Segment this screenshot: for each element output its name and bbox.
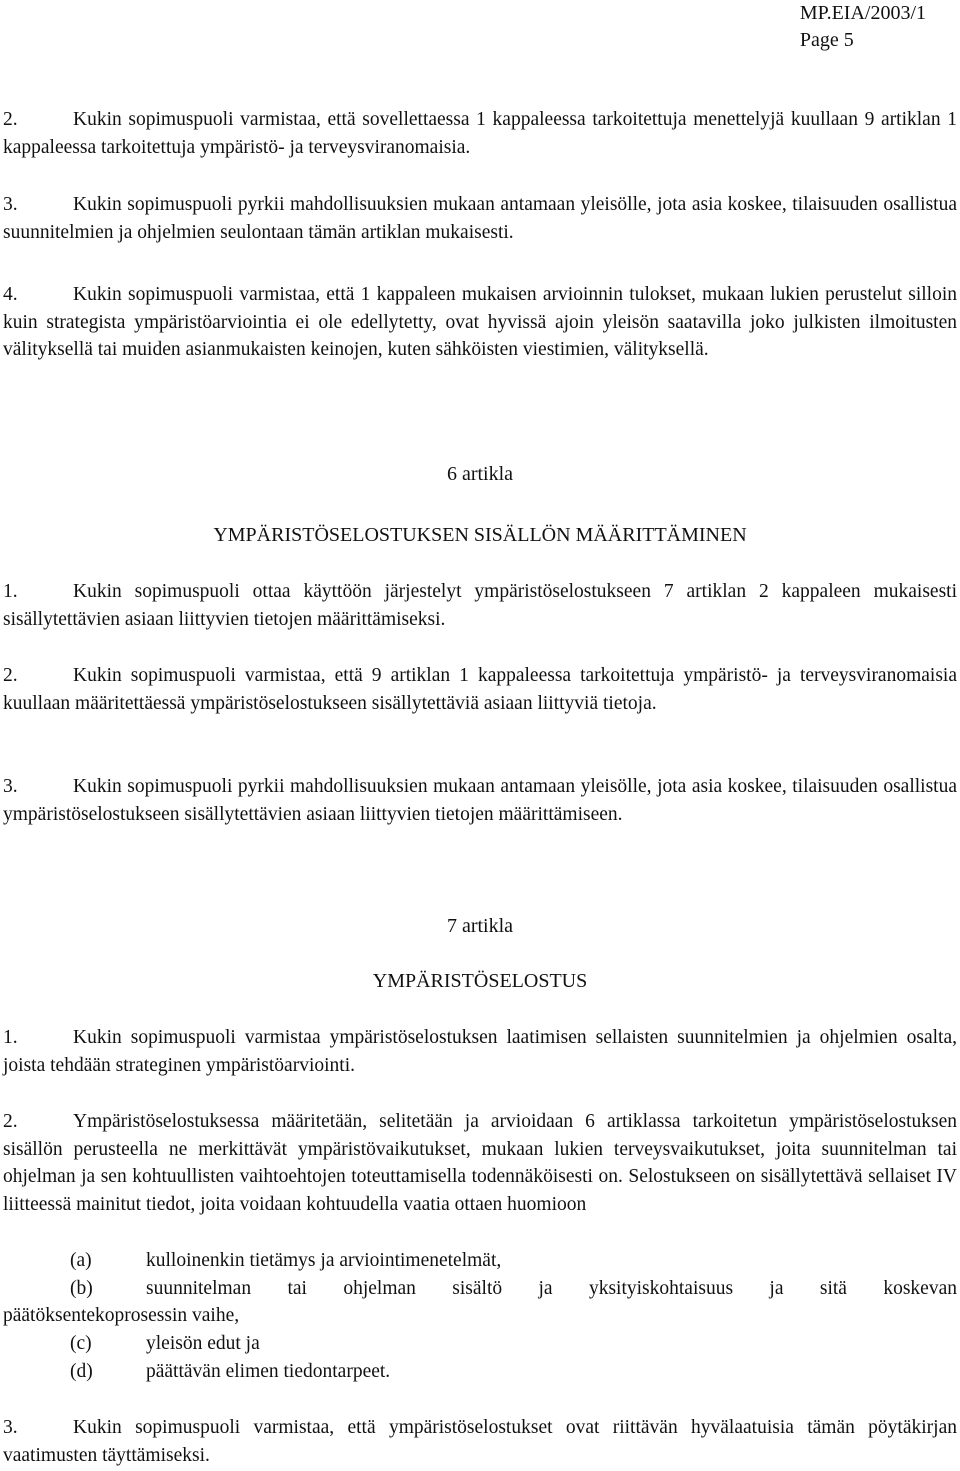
- paragraph-text: Kukin sopimuspuoli varmistaa ympäristöselostuksen laatimisen sellaisten suunnitelmien ja ohjelmien osalta, joista tehdään strateginen ympäristöarviointi.: [3, 1027, 957, 1076]
- document-id: MP.EIA/2003/1: [799, 2, 926, 24]
- paragraph-number: 3.: [3, 776, 18, 797]
- item-label: (c): [70, 1333, 92, 1354]
- article-6-title: YMPÄRISTÖSELOSTUKSEN SISÄLLÖN MÄÄRITTÄMINEN: [213, 524, 747, 546]
- art7-paragraph-3: [3, 1414, 957, 1469]
- paragraph-number: 4.: [3, 284, 18, 305]
- item-text: päättävän elimen tiedontarpeet.: [146, 1361, 391, 1382]
- paragraph-text: Kukin sopimuspuoli varmistaa, että 1 kappaleen mukaisen arvioinnin tulokset, mukaan lukien perustelut silloin kuin strategista ympäristöarviointia ei ole edellytetty, ovat hyvissä ajoin yleisön saatavilla joko julkisten ilmoitusten välityksellä tai muiden asianmukaisten keinojen, kuten sähköisten viestimien, välityksellä.: [3, 284, 957, 360]
- art5-paragraph-3: [3, 191, 957, 246]
- art6-paragraph-3: [3, 773, 957, 828]
- page-header: [800, 0, 926, 54]
- art5-paragraph-4: [3, 281, 957, 364]
- art5-paragraph-2: [3, 106, 957, 161]
- paragraph-number: 3.: [3, 1417, 18, 1438]
- art6-paragraph-1: [3, 578, 957, 633]
- item-label: (a): [70, 1250, 92, 1271]
- item-text: yleisön edut ja: [146, 1333, 260, 1354]
- paragraph-number: 2.: [3, 109, 18, 130]
- paragraph-text: Ympäristöselostuksessa määritetään, selitetään ja arvioidaan 6 artiklassa tarkoitetun ympäristöselostuksen sisällön perusteella ne merkittävät ympäristövaikutukset, mukaan lukien terveysvaikutukset, joita suunnitelman tai ohjelman ja sen kohtuullisten vaihtoehtojen toteuttamisella todennäköisesti on. Selostukseen on sisällytettävä sellaiset IV liitteessä mainitut tiedot, joita voidaan kohtuudella vaatia ottaen huomioon: [3, 1111, 957, 1215]
- paragraph-number: 3.: [3, 194, 18, 215]
- article-7-heading: 7 artikla: [446, 915, 514, 937]
- art7-paragraph-2: [3, 1108, 957, 1218]
- paragraph-text: Kukin sopimuspuoli varmistaa, että 9 artiklan 1 kappaleessa tarkoitettuja ympäristö- ja terveysviranomaisia kuullaan määritettäessä ympäristöselostukseen sisällytettäviä asiaan liittyviä tietoja.: [3, 665, 957, 714]
- paragraph-number: 2.: [3, 1111, 18, 1132]
- paragraph-text: Kukin sopimuspuoli ottaa käyttöön järjestelyt ympäristöselostukseen 7 artiklan 2 kappaleen mukaisesti sisällytettävien asiaan liittyvien tietojen määrittämiseksi.: [3, 581, 957, 630]
- paragraph-text: Kukin sopimuspuoli pyrkii mahdollisuuksien mukaan antamaan yleisölle, jota asia koskee, tilaisuuden osallistua ympäristöselostukseen sisällytettävien asiaan liittyvien tietojen määrittämiseen.: [3, 776, 957, 825]
- paragraph-text: Kukin sopimuspuoli pyrkii mahdollisuuksien mukaan antamaan yleisölle, jota asia koskee, tilaisuuden osallistua suunnitelmien ja ohjelmien seulontaan tämän artiklan mukaisesti.: [3, 194, 957, 243]
- paragraph-text: Kukin sopimuspuoli varmistaa, että sovellettaessa 1 kappaleessa tarkoitettuja menettelyjä kuullaan 9 artiklan 1 kappaleessa tarkoitettuja ympäristö- ja terveysviranomaisia.: [3, 109, 957, 158]
- item-label: (b): [70, 1278, 93, 1299]
- art6-paragraph-2: [3, 662, 957, 717]
- paragraph-number: 1.: [3, 581, 18, 602]
- item-label: (d): [70, 1361, 93, 1382]
- art7-paragraph-1: [3, 1024, 957, 1079]
- list-item-b-continuation: päätöksentekoprosessin vaihe,: [3, 1305, 240, 1326]
- paragraph-number: 2.: [3, 665, 18, 686]
- article-7-title: YMPÄRISTÖSELOSTUS: [372, 970, 588, 992]
- item-text: suunnitelman tai ohjelman sisältö ja yksityiskohtaisuus ja sitä koskevan: [146, 1278, 957, 1299]
- article-6-heading: 6 artikla: [446, 463, 514, 485]
- item-text: kulloinenkin tietämys ja arviointimenetelmät,: [146, 1250, 502, 1271]
- page-number: Page 5: [799, 29, 854, 51]
- paragraph-number: 1.: [3, 1027, 18, 1048]
- paragraph-text: Kukin sopimuspuoli varmistaa, että ympäristöselostukset ovat riittävän hyvälaatuisia tämän pöytäkirjan vaatimusten täyttämiseksi.: [3, 1417, 957, 1466]
